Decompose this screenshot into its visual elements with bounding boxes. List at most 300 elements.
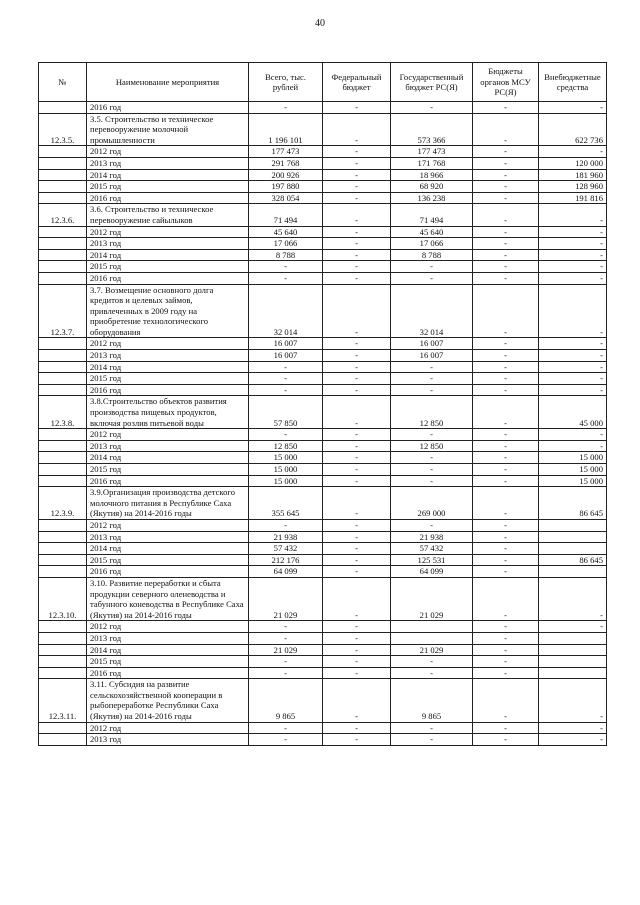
row-total: 32 014 — [249, 284, 323, 338]
row-extra: 120 000 — [539, 157, 607, 169]
row-extra: 15 000 — [539, 475, 607, 487]
row-federal: - — [323, 204, 391, 226]
row-msu: - — [473, 644, 539, 656]
row-number — [39, 452, 87, 464]
row-total: 8 788 — [249, 249, 323, 261]
row-total: 57 432 — [249, 543, 323, 555]
row-msu: - — [473, 113, 539, 146]
row-federal: - — [323, 722, 391, 734]
table-row-year — [39, 238, 607, 250]
row-number — [39, 566, 87, 578]
table-row-year — [39, 554, 607, 566]
row-federal: - — [323, 350, 391, 362]
row-name: 2012 год — [87, 146, 249, 158]
row-number — [39, 261, 87, 273]
row-total: 177 473 — [249, 146, 323, 158]
row-name: 2016 год — [87, 475, 249, 487]
table-row-year — [39, 440, 607, 452]
row-msu: - — [473, 464, 539, 476]
table-row-year — [39, 543, 607, 555]
page-number: 40 — [315, 18, 325, 29]
table-header-row — [39, 63, 607, 102]
table-row-year — [39, 667, 607, 679]
row-total: - — [249, 102, 323, 114]
table-row-year — [39, 566, 607, 578]
row-federal: - — [323, 487, 391, 520]
row-state: - — [391, 429, 473, 441]
row-extra — [539, 519, 607, 531]
row-total: - — [249, 384, 323, 396]
table-row-year — [39, 621, 607, 633]
row-number — [39, 475, 87, 487]
row-total: 12 850 — [249, 440, 323, 452]
row-state: 71 494 — [391, 204, 473, 226]
row-msu: - — [473, 679, 539, 722]
row-state: 32 014 — [391, 284, 473, 338]
row-msu: - — [473, 554, 539, 566]
table-row-section — [39, 396, 607, 429]
row-extra: 15 000 — [539, 452, 607, 464]
row-number — [39, 464, 87, 476]
row-total: - — [249, 261, 323, 273]
table-row-year — [39, 475, 607, 487]
row-name: 2012 год — [87, 226, 249, 238]
row-total: 15 000 — [249, 475, 323, 487]
row-name: 2014 год — [87, 543, 249, 555]
row-number: 12.3.6. — [39, 204, 87, 226]
row-state: 45 640 — [391, 226, 473, 238]
row-name: 2016 год — [87, 384, 249, 396]
row-state: 16 007 — [391, 350, 473, 362]
row-msu: - — [473, 440, 539, 452]
row-total: 197 880 — [249, 181, 323, 193]
row-extra: - — [539, 440, 607, 452]
row-federal: - — [323, 169, 391, 181]
row-number: 12.3.7. — [39, 284, 87, 338]
row-federal: - — [323, 396, 391, 429]
row-name: 2015 год — [87, 464, 249, 476]
table-row-section — [39, 679, 607, 722]
table-row-year — [39, 722, 607, 734]
table-row-year — [39, 429, 607, 441]
table-row-year — [39, 350, 607, 362]
row-name: 2013 год — [87, 632, 249, 644]
row-msu: - — [473, 272, 539, 284]
row-msu: - — [473, 429, 539, 441]
table-row-year — [39, 226, 607, 238]
table-row-section — [39, 113, 607, 146]
row-extra: 622 736 — [539, 113, 607, 146]
row-name: 2016 год — [87, 102, 249, 114]
row-extra: - — [539, 722, 607, 734]
row-extra — [539, 667, 607, 679]
row-number: 12.3.5. — [39, 113, 87, 146]
row-state: - — [391, 102, 473, 114]
row-name: 3.10. Развитие переработки и сбыта продукции северного оленеводства и табунного коневодства в Республике Саха (Якутия) на 2014-2016 годы — [87, 577, 249, 620]
row-msu: - — [473, 734, 539, 746]
row-federal: - — [323, 102, 391, 114]
table-row-year — [39, 157, 607, 169]
row-total: 64 099 — [249, 566, 323, 578]
table-row-year — [39, 272, 607, 284]
row-number — [39, 361, 87, 373]
header-total: Всего, тыс. рублей — [249, 63, 323, 102]
row-federal: - — [323, 734, 391, 746]
row-number — [39, 181, 87, 193]
row-federal: - — [323, 146, 391, 158]
row-number — [39, 249, 87, 261]
row-total: 355 645 — [249, 487, 323, 520]
row-federal: - — [323, 519, 391, 531]
row-state: - — [391, 734, 473, 746]
row-extra: - — [539, 272, 607, 284]
row-total: 45 640 — [249, 226, 323, 238]
row-federal: - — [323, 621, 391, 633]
row-name: 2013 год — [87, 157, 249, 169]
row-federal: - — [323, 361, 391, 373]
row-number — [39, 169, 87, 181]
row-number: 12.3.11. — [39, 679, 87, 722]
row-state: 136 238 — [391, 192, 473, 204]
row-extra: 45 000 — [539, 396, 607, 429]
row-state: 68 920 — [391, 181, 473, 193]
table-row-year — [39, 373, 607, 385]
row-extra: - — [539, 261, 607, 273]
table-row-year — [39, 249, 607, 261]
row-total: 21 938 — [249, 531, 323, 543]
row-federal: - — [323, 554, 391, 566]
table-row-section — [39, 487, 607, 520]
row-msu: - — [473, 543, 539, 555]
row-number — [39, 102, 87, 114]
row-number — [39, 146, 87, 158]
row-federal: - — [323, 566, 391, 578]
row-number — [39, 338, 87, 350]
row-extra: - — [539, 238, 607, 250]
row-name: 2013 год — [87, 350, 249, 362]
row-name: 2015 год — [87, 181, 249, 193]
row-extra: - — [539, 102, 607, 114]
row-federal: - — [323, 632, 391, 644]
row-msu: - — [473, 238, 539, 250]
row-total: 17 066 — [249, 238, 323, 250]
row-msu: - — [473, 566, 539, 578]
row-state: 21 938 — [391, 531, 473, 543]
row-msu: - — [473, 192, 539, 204]
row-total: 15 000 — [249, 464, 323, 476]
row-msu: - — [473, 487, 539, 520]
row-federal: - — [323, 373, 391, 385]
row-extra: 181 960 — [539, 169, 607, 181]
row-msu: - — [473, 577, 539, 620]
table-row-year — [39, 102, 607, 114]
row-total: - — [249, 667, 323, 679]
row-name: 2012 год — [87, 519, 249, 531]
row-total: 57 850 — [249, 396, 323, 429]
row-number — [39, 644, 87, 656]
row-msu: - — [473, 157, 539, 169]
row-state: - — [391, 464, 473, 476]
row-total: - — [249, 361, 323, 373]
row-number: 12.3.9. — [39, 487, 87, 520]
row-extra: - — [539, 373, 607, 385]
table-row-section — [39, 577, 607, 620]
header-num: № — [39, 63, 87, 102]
row-name: 3.8.Строительство объектов развития производства пищевых продуктов, включая розлив питьевой воды — [87, 396, 249, 429]
row-total: 21 029 — [249, 644, 323, 656]
row-total: 212 176 — [249, 554, 323, 566]
row-extra — [539, 644, 607, 656]
budget-table — [38, 62, 607, 746]
row-state: 12 850 — [391, 396, 473, 429]
row-federal: - — [323, 249, 391, 261]
row-number — [39, 531, 87, 543]
row-state: - — [391, 519, 473, 531]
row-msu: - — [473, 226, 539, 238]
row-msu: - — [473, 284, 539, 338]
row-number — [39, 667, 87, 679]
row-extra: 128 960 — [539, 181, 607, 193]
row-extra — [539, 543, 607, 555]
row-total: 71 494 — [249, 204, 323, 226]
row-state: - — [391, 261, 473, 273]
row-state: 8 788 — [391, 249, 473, 261]
row-total: - — [249, 621, 323, 633]
row-federal: - — [323, 429, 391, 441]
row-msu: - — [473, 722, 539, 734]
row-msu: - — [473, 181, 539, 193]
row-msu: - — [473, 169, 539, 181]
row-state: 21 029 — [391, 577, 473, 620]
row-state: - — [391, 384, 473, 396]
header-msu: Бюджеты органов МСУ РС(Я) — [473, 63, 539, 102]
row-number — [39, 554, 87, 566]
row-msu: - — [473, 621, 539, 633]
row-state: 12 850 — [391, 440, 473, 452]
row-total: 328 054 — [249, 192, 323, 204]
row-msu: - — [473, 656, 539, 668]
row-federal: - — [323, 679, 391, 722]
row-state: 125 531 — [391, 554, 473, 566]
row-federal: - — [323, 181, 391, 193]
table-row-year — [39, 169, 607, 181]
row-federal: - — [323, 261, 391, 273]
table-row-section — [39, 284, 607, 338]
row-name: 2014 год — [87, 249, 249, 261]
header-federal: Федеральный бюджет — [323, 63, 391, 102]
table-row-year — [39, 146, 607, 158]
row-federal: - — [323, 543, 391, 555]
row-state: 18 966 — [391, 169, 473, 181]
row-number — [39, 656, 87, 668]
table-row-year — [39, 338, 607, 350]
row-extra: - — [539, 679, 607, 722]
row-total: - — [249, 429, 323, 441]
row-federal: - — [323, 656, 391, 668]
row-state: 9 865 — [391, 679, 473, 722]
row-federal: - — [323, 384, 391, 396]
row-msu: - — [473, 531, 539, 543]
row-number — [39, 440, 87, 452]
row-total: 21 029 — [249, 577, 323, 620]
table-row-year — [39, 181, 607, 193]
row-number — [39, 272, 87, 284]
row-extra — [539, 566, 607, 578]
row-msu: - — [473, 373, 539, 385]
row-name: 2013 год — [87, 440, 249, 452]
row-msu: - — [473, 519, 539, 531]
row-extra — [539, 531, 607, 543]
row-number — [39, 734, 87, 746]
row-total: - — [249, 722, 323, 734]
row-state: - — [391, 361, 473, 373]
row-name: 2014 год — [87, 644, 249, 656]
row-federal: - — [323, 531, 391, 543]
row-state: 171 768 — [391, 157, 473, 169]
row-number: 12.3.10. — [39, 577, 87, 620]
row-extra: 86 645 — [539, 487, 607, 520]
row-name: 2012 год — [87, 621, 249, 633]
row-total: 9 865 — [249, 679, 323, 722]
row-name: 2013 год — [87, 734, 249, 746]
row-state: 17 066 — [391, 238, 473, 250]
row-extra: - — [539, 350, 607, 362]
row-msu: - — [473, 667, 539, 679]
row-name: 2016 год — [87, 566, 249, 578]
row-state: - — [391, 272, 473, 284]
row-state: 177 473 — [391, 146, 473, 158]
row-total: - — [249, 734, 323, 746]
row-total: - — [249, 519, 323, 531]
row-state: - — [391, 667, 473, 679]
row-extra: - — [539, 577, 607, 620]
row-extra: - — [539, 384, 607, 396]
row-state: 21 029 — [391, 644, 473, 656]
row-federal: - — [323, 452, 391, 464]
row-state: - — [391, 656, 473, 668]
row-federal: - — [323, 440, 391, 452]
row-extra: 191 816 — [539, 192, 607, 204]
row-msu: - — [473, 338, 539, 350]
row-name: 2015 год — [87, 656, 249, 668]
row-extra: 15 000 — [539, 464, 607, 476]
row-federal: - — [323, 475, 391, 487]
row-extra: - — [539, 338, 607, 350]
row-number — [39, 238, 87, 250]
row-total: 15 000 — [249, 452, 323, 464]
row-state: 269 000 — [391, 487, 473, 520]
row-state: 57 432 — [391, 543, 473, 555]
row-extra: - — [539, 146, 607, 158]
row-total: - — [249, 632, 323, 644]
row-total: 16 007 — [249, 338, 323, 350]
row-total: 291 768 — [249, 157, 323, 169]
table-row-year — [39, 192, 607, 204]
table-row-year — [39, 519, 607, 531]
row-name: 2016 год — [87, 272, 249, 284]
row-name: 2016 год — [87, 192, 249, 204]
row-state — [391, 621, 473, 633]
row-state: 573 366 — [391, 113, 473, 146]
table-row-year — [39, 361, 607, 373]
row-extra: - — [539, 226, 607, 238]
row-msu: - — [473, 361, 539, 373]
row-msu: - — [473, 204, 539, 226]
row-extra: - — [539, 621, 607, 633]
row-total: - — [249, 373, 323, 385]
row-total: 1 196 101 — [249, 113, 323, 146]
row-number — [39, 722, 87, 734]
row-number — [39, 350, 87, 362]
table-body — [39, 102, 607, 746]
row-state: - — [391, 475, 473, 487]
row-name: 2016 год — [87, 667, 249, 679]
row-msu: - — [473, 396, 539, 429]
row-number — [39, 519, 87, 531]
row-number — [39, 192, 87, 204]
row-federal: - — [323, 226, 391, 238]
table-row-year — [39, 464, 607, 476]
row-federal: - — [323, 338, 391, 350]
row-number — [39, 429, 87, 441]
row-federal: - — [323, 272, 391, 284]
row-number — [39, 157, 87, 169]
row-extra — [539, 656, 607, 668]
row-msu: - — [473, 632, 539, 644]
row-extra: - — [539, 284, 607, 338]
row-name: 2013 год — [87, 238, 249, 250]
row-extra: - — [539, 204, 607, 226]
row-number — [39, 632, 87, 644]
row-federal: - — [323, 284, 391, 338]
row-name: 2015 год — [87, 554, 249, 566]
row-name: 2015 год — [87, 261, 249, 273]
row-name: 2015 год — [87, 373, 249, 385]
table-row-year — [39, 644, 607, 656]
row-state: 16 007 — [391, 338, 473, 350]
table-row-year — [39, 531, 607, 543]
row-msu: - — [473, 146, 539, 158]
row-name: 3.11. Субсидия на развитие сельскохозяйственной кооперации в рыбопереработке Республики Саха (Якутия) на 2014-2016 годы — [87, 679, 249, 722]
row-federal: - — [323, 157, 391, 169]
row-number — [39, 226, 87, 238]
row-name: 2014 год — [87, 361, 249, 373]
row-state: - — [391, 722, 473, 734]
row-state: - — [391, 373, 473, 385]
row-number — [39, 373, 87, 385]
row-name: 3.6. Строительство и техническое перевооружение сайылыков — [87, 204, 249, 226]
row-federal: - — [323, 192, 391, 204]
row-state: 64 099 — [391, 566, 473, 578]
row-name: 2012 год — [87, 722, 249, 734]
row-msu: - — [473, 475, 539, 487]
row-extra: - — [539, 429, 607, 441]
table-row-year — [39, 656, 607, 668]
row-number — [39, 621, 87, 633]
row-total: 16 007 — [249, 350, 323, 362]
row-name: 2014 год — [87, 169, 249, 181]
row-number: 12.3.8. — [39, 396, 87, 429]
header-state: Государственный бюджет РС(Я) — [391, 63, 473, 102]
row-name: 3.9.Организация производства детского молочного питания в Республике Саха (Якутия) на 2014-2016 годы — [87, 487, 249, 520]
row-msu: - — [473, 261, 539, 273]
table-row-year — [39, 632, 607, 644]
row-total: - — [249, 272, 323, 284]
row-msu: - — [473, 350, 539, 362]
row-name: 2013 год — [87, 531, 249, 543]
row-total: 200 926 — [249, 169, 323, 181]
row-msu: - — [473, 452, 539, 464]
